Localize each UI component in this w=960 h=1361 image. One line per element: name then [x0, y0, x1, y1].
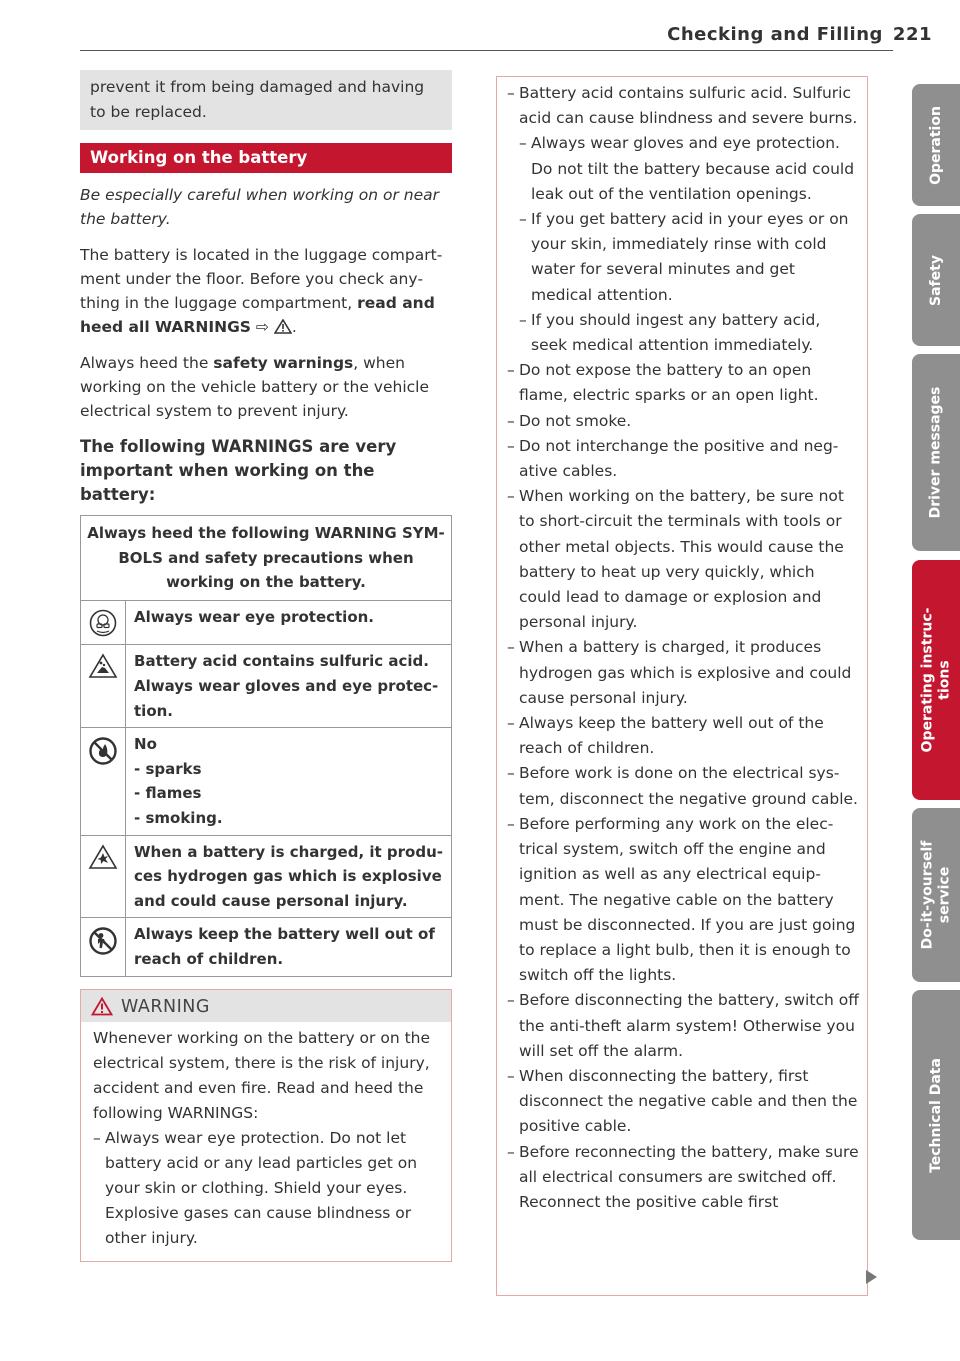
- warning-title: WARNING: [121, 996, 210, 1017]
- no-flames-icon: [88, 736, 118, 766]
- page-header: [667, 24, 932, 45]
- warning-triangle-icon[interactable]: [274, 319, 292, 334]
- header-rule: [80, 50, 893, 51]
- list-item: – Always keep the battery well out of the reach of children.: [507, 711, 859, 761]
- tab-driver-messages[interactable]: Driver messages: [912, 354, 960, 551]
- reference-arrow: ⇨: [250, 318, 274, 336]
- warning-text: Whenever working on the battery or on the electrical system, there is the risk of injury, accident and even fire. Read and heed the following WARNINGS:: [93, 1028, 431, 1122]
- list-item: – Always wear eye protection. Do not let battery acid or any lead particles get on your skin or clothing. Shield your eyes. Explosive gases can cause blindness or other injury.: [93, 1126, 439, 1251]
- warning-symbols-table: [80, 515, 452, 977]
- list-item: – When a battery is charged, it produces hydrogen gas which is explosive and could cause personal injury.: [507, 635, 859, 711]
- list-item: – Always wear gloves and eye protection. Do not tilt the battery because acid could leak out of the ventilation openings.: [519, 131, 859, 207]
- tab-do-it-yourself-service[interactable]: Do-it-yourself service: [912, 808, 960, 982]
- warning-box: [80, 989, 452, 1262]
- warning-list: [93, 1126, 439, 1251]
- continue-arrow-icon: [866, 1270, 877, 1284]
- list-item: – Before disconnecting the battery, switch off the anti-theft alarm system! Otherwise you will set off the alarm.: [507, 988, 859, 1064]
- table-row: When a battery is charged, it produ- ces hydrogen gas which is explosive and could cause personal injury.: [81, 835, 452, 918]
- section-intro: Be especially careful when working on or near the battery.: [80, 186, 440, 228]
- warning-continued-box: [496, 76, 868, 1296]
- continued-text: prevent it from being damaged and having to be replaced.: [90, 78, 425, 121]
- page-number: 221: [892, 24, 932, 45]
- table-row: Always wear eye protection.: [81, 600, 452, 645]
- list-item: – Do not expose the battery to an open flame, electric sparks or an open light.: [507, 358, 859, 408]
- list-item: – Before work is done on the electrical system, disconnect the negative ground cable.: [507, 761, 859, 811]
- list-item: – Do not interchange the positive and negative cables.: [507, 434, 859, 484]
- list-item: – When working on the battery, be sure not to short-circuit the terminals with tools or other metal objects. This would cause the battery to heat up very quickly, which could lead to damage or explosion and personal injury.: [507, 484, 859, 635]
- tab-safety[interactable]: Safety: [912, 214, 960, 346]
- warnings-subheading: The following WARNINGS are very important when working on the battery:: [80, 437, 397, 504]
- list-item: – Do not smoke.: [507, 409, 859, 434]
- list-item: – Battery acid contains sulfuric acid. Sulfuric acid can cause blindness and severe burns. – Always wear gloves and eye protection. Do not tilt the battery because acid could leak out of the ventilation openings. – If you get battery acid in your eyes or on your skin, immediately rinse with cold water for several minutes and get medical attention. – If you should ingest any battery acid, seek medical attention immediately.: [507, 81, 859, 358]
- eye-protection-icon: [89, 609, 117, 637]
- acid-warning-icon: [88, 653, 118, 679]
- table-row: Battery acid contains sulfuric acid. Always wear gloves and eye protec- tion.: [81, 645, 452, 728]
- list-item: – Before performing any work on the electrical system, switch off the engine and ignition as well as any electrical equipment. The negative cable on the battery must be disconnected. If you are just going to replace a light bulb, then it is enough to switch off the lights.: [507, 812, 859, 988]
- list-item: – Before reconnecting the battery, make sure all electrical consumers are switched off. Reconnect the positive cable first: [507, 1140, 859, 1216]
- read-heed-warnings: read and heed all WARNINGS: [80, 294, 435, 336]
- sub-list: [519, 131, 859, 358]
- list-item: – If you get battery acid in your eyes or on your skin, immediately rinse with cold water for several minutes and get medical attention.: [519, 207, 859, 308]
- table-header: Always heed the following WARNING SYMBOLS and safety precautions when working on the battery.: [81, 516, 452, 601]
- paragraph-location: The battery is located in the luggage compartment under the floor. Before you check anything in the luggage compartment, read and heed all WARNINGS ⇨ .: [80, 246, 443, 336]
- table-row: Always keep the battery well out of reach of children.: [81, 918, 452, 976]
- paragraph-safety: Always heed the safety warnings, when working on the vehicle battery or the vehicle electrical system to prevent injury.: [80, 354, 429, 420]
- warning-triangle-icon: [91, 997, 113, 1016]
- chapter-title: Checking and Filling: [667, 24, 883, 45]
- list-item: – If you should ingest any battery acid, seek medical attention immediately.: [519, 308, 859, 358]
- continued-text-box: [80, 70, 452, 130]
- left-column: [80, 70, 452, 1262]
- tab-operating-instructions[interactable]: Operating instruc- tions: [912, 560, 960, 800]
- list-item: – When disconnecting the battery, first disconnect the negative cable and then the positive cable.: [507, 1064, 859, 1140]
- section-title: Working on the battery: [80, 143, 452, 173]
- tab-operation[interactable]: Operation: [912, 84, 960, 206]
- warning-list-continued: [507, 81, 859, 1215]
- tab-technical-data[interactable]: Technical Data: [912, 990, 960, 1240]
- explosive-gas-icon: [88, 844, 118, 870]
- keep-away-children-icon: [88, 926, 118, 956]
- warning-header: [81, 990, 451, 1022]
- table-row: No - sparks - flames - smoking.: [81, 728, 452, 835]
